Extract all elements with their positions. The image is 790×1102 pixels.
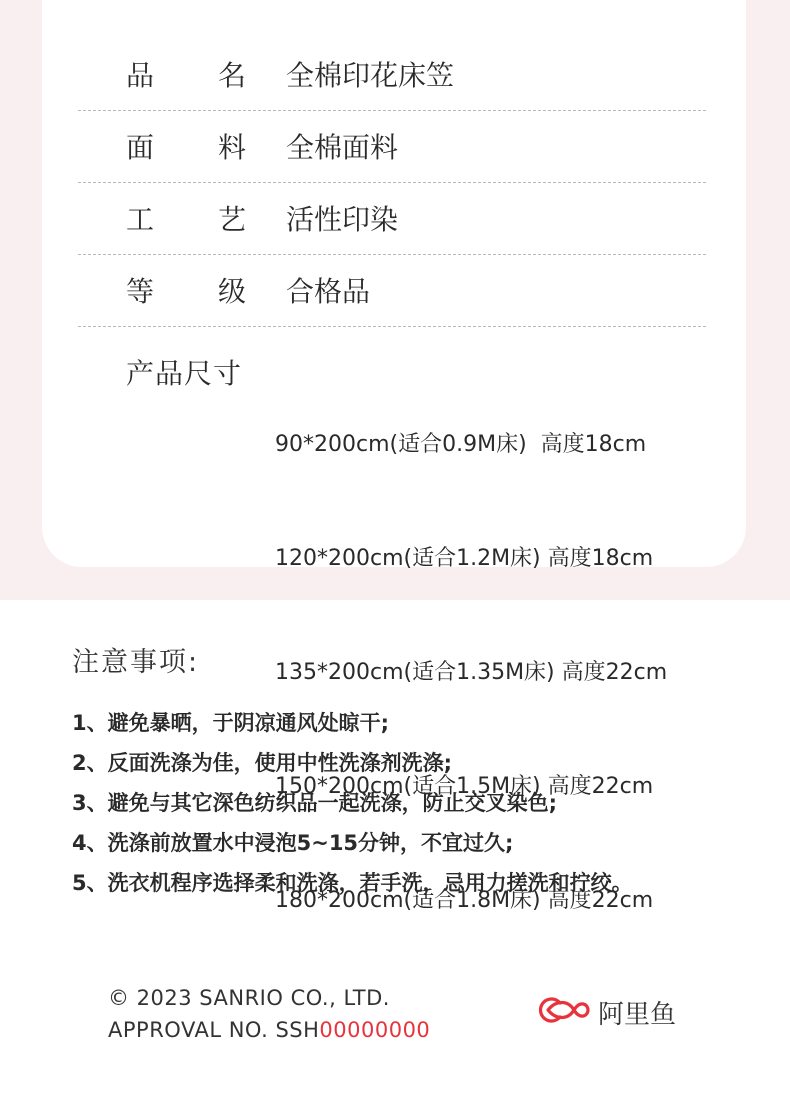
spec-label-char: 品: [126, 59, 155, 92]
size-item: 135*200cm(适合1.35M床) 高度22cm: [275, 660, 668, 685]
note-item: 1、避免暴晒，于阴凉通风处晾干;: [72, 711, 390, 735]
note-item: 5、洗衣机程序选择柔和洗涤，若手洗，忌用力搓洗和拧绞。: [72, 871, 633, 895]
footer: [108, 982, 430, 1046]
spec-row-craft: [78, 182, 706, 255]
brand-name: 阿里鱼: [598, 999, 677, 1030]
spec-label: [126, 38, 246, 110]
spec-label: [126, 110, 246, 182]
spec-label-char: 名: [217, 59, 246, 92]
note-item: 3、避免与其它深色纺织品一起洗涤，防止交叉染色;: [72, 791, 558, 815]
notes-list: [72, 703, 633, 903]
spec-row-name: [78, 38, 706, 111]
spec-label-char: 料: [217, 131, 246, 164]
spec-label-char: 艺: [217, 203, 246, 236]
spec-value: 全棉面料: [286, 131, 399, 164]
spec-row-fabric: [78, 110, 706, 183]
approval-prefix: APPROVAL NO. SSH: [108, 1018, 320, 1042]
spec-value: 全棉印花床笠: [286, 59, 455, 92]
spec-row-grade: [78, 254, 706, 327]
spec-label-char: 级: [217, 275, 246, 308]
approval-line: [108, 1014, 430, 1046]
note-item: 2、反面洗涤为佳，使用中性洗涤剂洗涤;: [72, 751, 453, 775]
size-item: 150*200cm(适合1.5M床) 高度22cm: [275, 774, 654, 799]
approval-number: 00000000: [319, 1018, 431, 1042]
spec-value: 合格品: [286, 275, 371, 308]
size-label: 产品尺寸: [126, 357, 243, 390]
alifish-logo-icon: [534, 994, 590, 1030]
spec-label-char: 等: [126, 275, 155, 308]
spec-label-char: 工: [126, 203, 155, 236]
size-item: 180*200cm(适合1.8M床) 高度22cm: [275, 888, 654, 913]
notes-title: 注意事项:: [72, 647, 200, 678]
copyright-text: © 2023 SANRIO CO., LTD.: [108, 986, 390, 1010]
spec-label: [126, 182, 246, 254]
size-item: 120*200cm(适合1.2M床) 高度18cm: [275, 546, 654, 571]
spec-value: 活性印染: [286, 203, 399, 236]
spec-label: [126, 254, 246, 326]
brand-logo: [534, 994, 676, 1030]
spec-label-char: 面: [126, 131, 155, 164]
note-item: 4、洗涤前放置水中浸泡5~15分钟，不宜过久;: [72, 831, 514, 855]
size-item: 90*200cm(适合0.9M床) 高度18cm: [275, 432, 647, 457]
